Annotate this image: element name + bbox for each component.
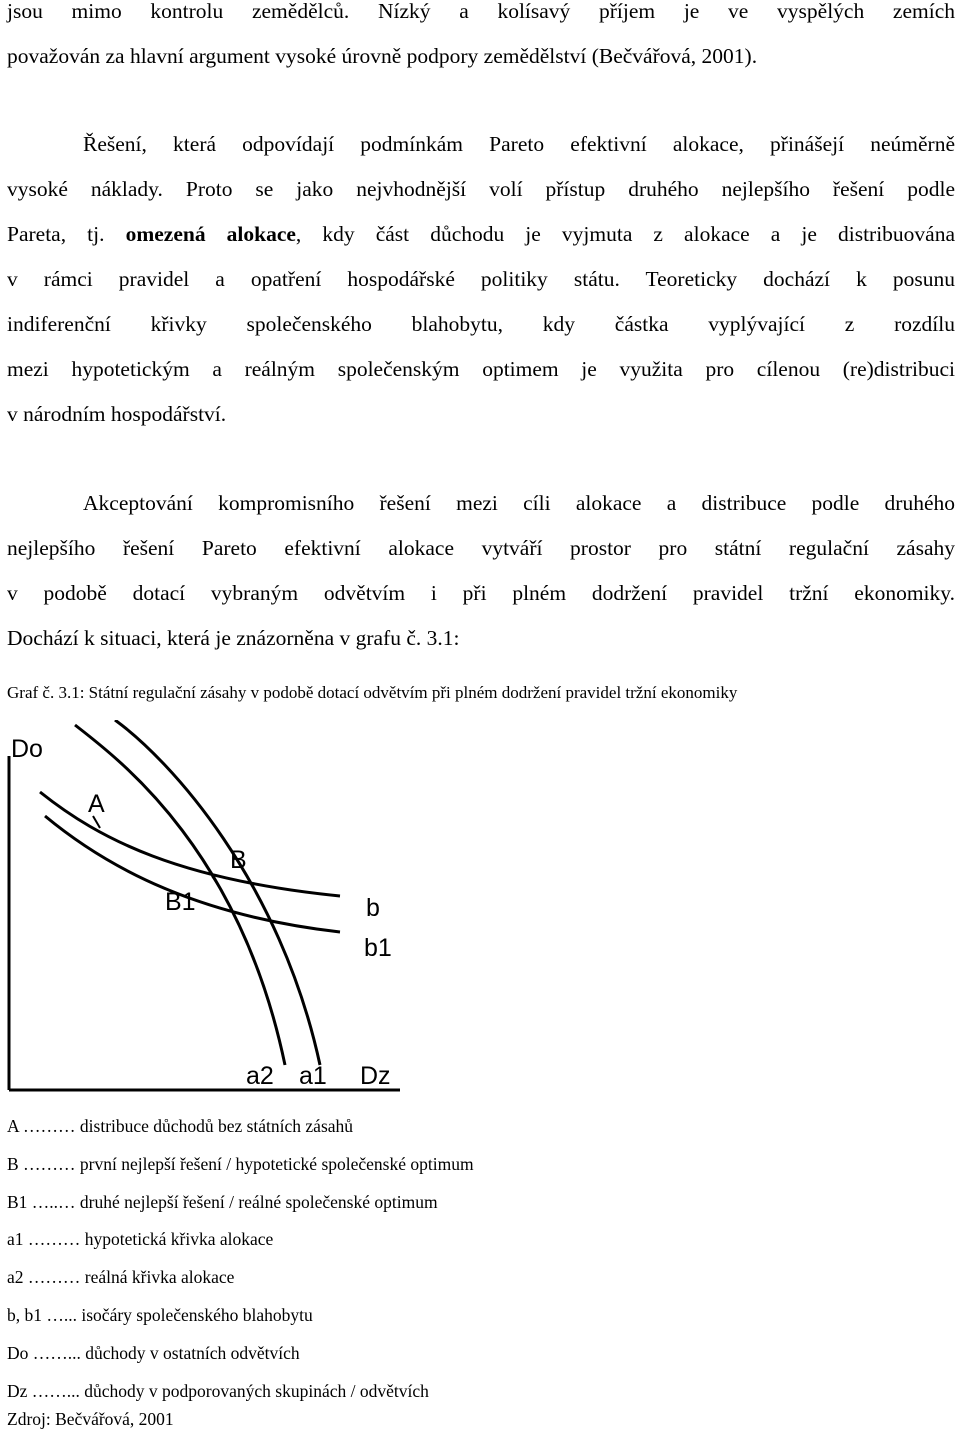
figure-caption: Graf č. 3.1: Státní regulační zásahy v podobě dotací odvětvím při plném dodržení pravidel tržní ekonomiky [7, 683, 738, 702]
curve-a1-label: a1 [299, 1062, 327, 1090]
legend-item: Dz ……... důchody v podporovaných skupinách / odvětvích [7, 1380, 429, 1401]
text-line: v národním hospodářství. [7, 402, 227, 426]
text-line: Dochází k situaci, která je znázorněna v grafu č. 3.1: [7, 626, 460, 650]
point-b-mark [212, 876, 220, 888]
isoline-b-label: b [366, 894, 380, 922]
paragraph-3 [7, 481, 955, 661]
legend-item: a2 ……… reálná křivka alokace [7, 1267, 235, 1288]
legend-item: b, b1 …... isočáry společenského blahobytu [7, 1304, 313, 1325]
text-line: indiferenční křivky společenského blahobytu, kdy částka vyplývající z rozdílu [7, 312, 955, 336]
point-b-label: B [230, 846, 247, 874]
legend-item: a1 ……… hypotetická křivka alokace [7, 1229, 274, 1250]
curve-a2-label: a2 [246, 1062, 274, 1090]
text-line: nejlepšího řešení Pareto efektivní alokace vytváří prostor pro státní regulační zásahy [7, 536, 955, 560]
indifference-graph [0, 720, 420, 1098]
point-a-label: A [88, 790, 105, 818]
paragraph-1 [7, 0, 955, 79]
source-note: Zdroj: Bečvářová, 2001 [7, 1409, 174, 1429]
paragraph-2 [7, 122, 955, 437]
text-line: jsou mimo kontrolu zemědělců. Nízký a kolísavý příjem je ve vyspělých zemích [7, 0, 955, 23]
legend-item: A ……… distribuce důchodů bez státních zásahů [7, 1116, 354, 1136]
point-b1-label: B1 [165, 888, 196, 916]
legend-item: B ……… první nejlepší řešení / hypotetické společenské optimum [7, 1153, 474, 1174]
x-axis-label: Dz [360, 1062, 391, 1090]
legend-item: Do ……... důchody v ostatních odvětvích [7, 1342, 300, 1363]
text-line: v rámci pravidel a opatření hospodářské politiky státu. Teoreticky dochází k posunu [7, 267, 955, 291]
legend-item: B1 …..… druhé nejlepší řešení / reálné společenské optimum [7, 1191, 438, 1212]
bold-term: omezená alokace [125, 222, 296, 246]
text-line: vysoké náklady. Proto se jako nejvhodnější volí přístup druhého nejlepšího řešení podle [7, 177, 955, 201]
text-line: Pareta, tj. omezená alokace, kdy část důchodu je vyjmuta z alokace a je distribuována [7, 222, 956, 246]
text-line: Řešení, která odpovídají podmínkám Pareto efektivní alokace, přinášejí neúměrně [83, 132, 955, 156]
text-line: v podobě dotací vybraným odvětvím i při plném dodržení pravidel tržní ekonomiky. [7, 581, 955, 605]
text-line: považován za hlavní argument vysoké úrovně podpory zemědělství (Bečvářová, 2001). [7, 44, 758, 68]
y-axis-label: Do [11, 735, 43, 763]
text-line: Akceptování kompromisního řešení mezi cíli alokace a distribuce podle druhého [83, 491, 955, 515]
text-line: mezi hypotetickým a reálným společenským optimem je využita pro cílenou (re)distribuci [7, 357, 955, 381]
curve-a1 [115, 720, 320, 1065]
graph-legend [7, 1108, 474, 1410]
isoline-b1-label: b1 [364, 934, 392, 962]
